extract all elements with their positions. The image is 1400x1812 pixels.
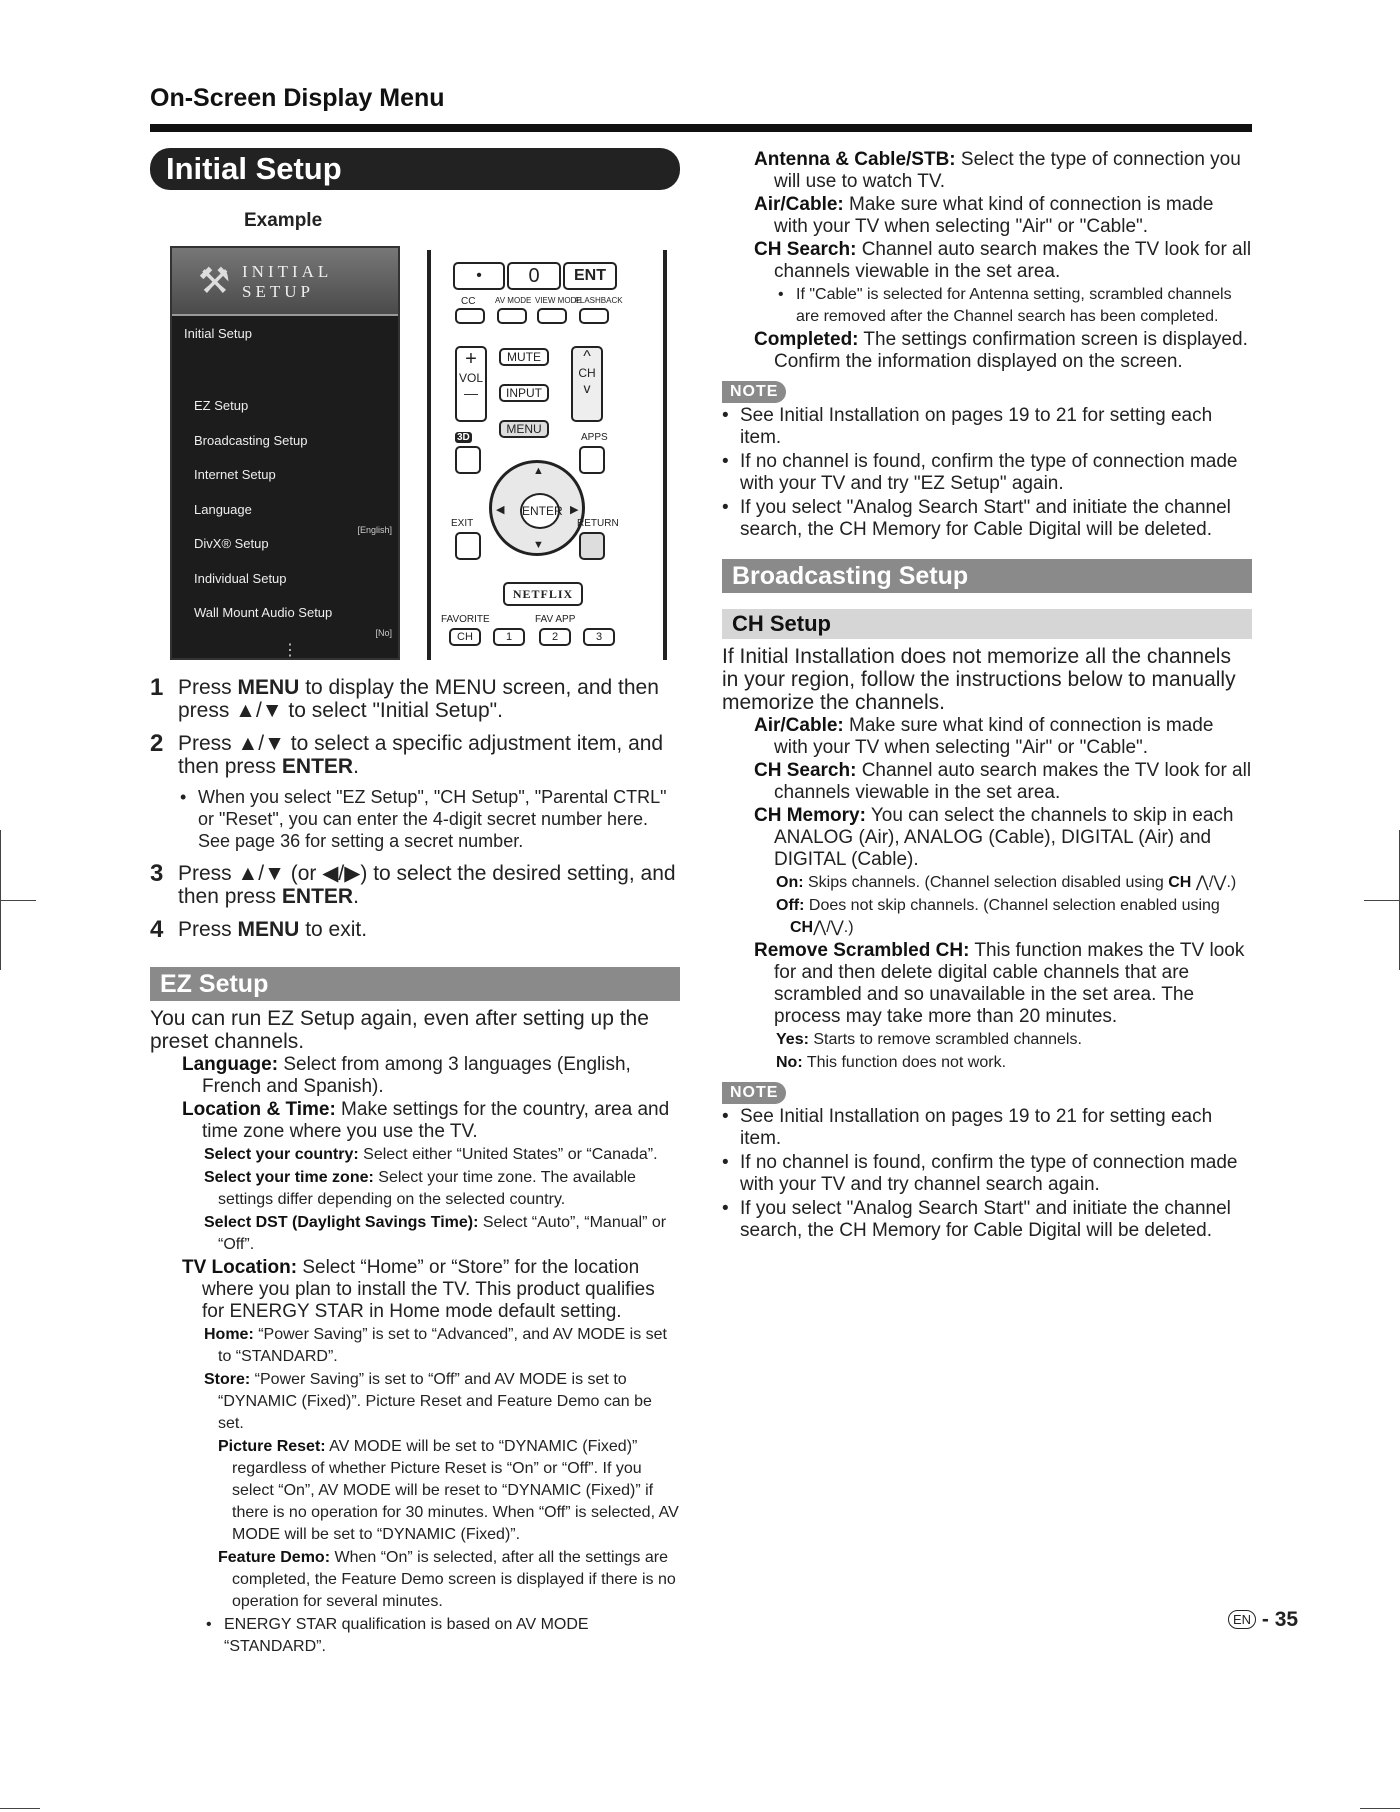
remote-control: [427, 250, 667, 660]
step-2-note: • When you select "EZ Setup", "CH Setup", "Parental CTRL" or "Reset", you can enter the 4-digit secret number here. See page 36 for setting a secret number.: [150, 786, 680, 852]
ent-button[interactable]: ENT: [563, 262, 617, 290]
exit-button[interactable]: [455, 532, 481, 560]
zero-button[interactable]: 0: [507, 262, 561, 290]
cc-button[interactable]: [455, 308, 485, 324]
fav-1-button[interactable]: 1: [493, 628, 525, 646]
step-2: 2 Press ▲/▼ to select a specific adjustment item, and then press ENTER.: [150, 730, 664, 778]
ez-language: Language: Select from among 3 languages (English, French and Spanish).: [182, 1054, 631, 1097]
favorite-label: FAVORITE: [441, 614, 490, 625]
vol-label: VOL: [458, 371, 483, 385]
antenna-cable: Antenna & Cable/STB: Select the type of connection you will use to watch TV.: [754, 149, 1241, 192]
fav-app-label: FAV APP: [535, 614, 576, 625]
tv-menu-item-ez-setup[interactable]: EZ Setup: [194, 398, 249, 413]
more-dots-icon: ⋮: [282, 642, 298, 659]
left-column: [150, 148, 680, 1658]
input-button[interactable]: INPUT: [499, 384, 549, 402]
vol-minus-icon: —: [464, 385, 478, 401]
bc-air-cable: Air/Cable: Make sure what kind of connection is made with your TV when selecting "Air" or "Cable".: [754, 715, 1214, 758]
tv-menu-item-individual-setup[interactable]: Individual Setup: [194, 570, 287, 586]
ez-feature-demo: Feature Demo: When “On” is selected, after all the settings are completed, the Feature Demo screen is displayed if there is no operation for several minutes.: [218, 1549, 676, 1610]
example-figure: [150, 246, 680, 666]
fav-ch-button[interactable]: CH: [449, 628, 481, 646]
bc-yes: Yes: Starts to remove scrambled channels.: [776, 1031, 1082, 1048]
note-1-item-1: • See Initial Installation on pages 19 to 21 for setting each item.: [722, 405, 1252, 449]
ch-label: CH: [578, 366, 596, 380]
page-number: EN - 35: [1228, 1608, 1298, 1632]
cc-label: CC: [461, 296, 476, 307]
three-d-button[interactable]: [455, 446, 481, 474]
tv-menu-item-internet-setup[interactable]: Internet Setup: [194, 467, 276, 482]
ez-setup-title: EZ Setup: [150, 967, 680, 1001]
example-label: Example: [244, 210, 323, 231]
tv-menu-item-language[interactable]: Language [English]: [194, 501, 392, 535]
ez-location-time: Location & Time: Make settings for the country, area and time zone where you use the TV.: [182, 1099, 670, 1142]
ez-energy-note: • ENERGY STAR qualification is based on AV MODE “STANDARD”.: [150, 1614, 680, 1658]
ez-time-zone: Select your time zone: Select your time zone. The available settings differ depending on the selected country.: [204, 1169, 636, 1208]
netflix-button[interactable]: NETFLIX: [503, 582, 583, 606]
menu-button[interactable]: MENU: [499, 420, 549, 438]
return-label: RETURN: [577, 518, 619, 529]
ch-search-note: • If "Cable" is selected for Antenna setting, scrambled channels are removed after the Channel search has been completed.: [722, 284, 1252, 328]
ez-picture-reset: Picture Reset: AV MODE will be set to “DYNAMIC (Fixed)” regardless of whether Picture Reset is “On” or “Off”. If you select “On”, AV MODE will be reset to “DYNAMIC (Fixed)” if there is no operation for 30 minutes. When “Off” is selected, AV MODE will be set to “DYNAMIC (Fixed)”.: [218, 1438, 679, 1543]
bc-ch-search: CH Search: Channel auto search makes the TV look for all channels viewable in the set area.: [754, 760, 1252, 803]
initial-setup-title: Initial Setup: [150, 148, 680, 190]
flashback-button[interactable]: [579, 308, 609, 324]
tv-menu-subtitle: Initial Setup: [184, 326, 252, 341]
ez-store: Store: “Power Saving” is set to “Off” and AV MODE is set to “DYNAMIC (Fixed)”. Picture Reset and Feature Demo can be set.: [204, 1371, 652, 1432]
return-button[interactable]: [579, 532, 605, 560]
ez-tv-location: TV Location: Select “Home” or “Store” for the location where you plan to install the TV. This product qualifies for ENERGY STAR in Home mode default setting.: [182, 1257, 655, 1322]
vol-rocker[interactable]: [455, 346, 487, 422]
step-1: 1 Press MENU to display the MENU screen, and then press ▲/▼ to select "Initial Setup".: [150, 674, 659, 722]
ch-setup-intro: If Initial Installation does not memorize all the channels in your region, follow the instructions below to manually memorize the channels.: [722, 645, 1236, 714]
bc-on: On: Skips channels. (Channel selection disabled using CH ⋀/⋁.): [776, 874, 1237, 891]
ez-country: Select your country: Select either “United States” or “Canada”.: [204, 1146, 658, 1163]
right-column: [722, 148, 1252, 1242]
dpad[interactable]: [489, 460, 585, 556]
crop-mark-bottom-left: [0, 1808, 40, 1809]
enter-button[interactable]: ENTER: [520, 493, 560, 529]
crop-mark-bottom-right: [1360, 1808, 1400, 1809]
ch-search: CH Search: Channel auto search makes the TV look for all channels viewable in the set area.: [754, 239, 1252, 282]
tv-menu-item-broadcasting-setup[interactable]: Broadcasting Setup: [194, 432, 308, 448]
view-mode-label: VIEW MODE: [535, 296, 582, 305]
exit-label: EXIT: [451, 518, 474, 529]
air-cable: Air/Cable: Make sure what kind of connection is made with your TV when selecting "Air" or "Cable".: [754, 194, 1214, 237]
step-3: 3 Press ▲/▼ (or ◀/▶) to select the desired setting, and then press ENTER.: [150, 860, 676, 908]
header-rule: [150, 124, 1252, 132]
ez-setup-intro: You can run EZ Setup again, even after setting up the preset channels.: [150, 1007, 649, 1053]
ch-setup-title: CH Setup: [722, 609, 1252, 639]
note-badge-1: NOTE: [722, 381, 786, 403]
note-2-item-1: • See Initial Installation on pages 19 to 21 for setting each item.: [722, 1106, 1252, 1150]
ch-up-icon: ^: [583, 348, 591, 365]
bc-remove-scrambled: Remove Scrambled CH: This function makes the TV look for and then delete digital cable channels that are scrambled and so unavailable in the set area. The process may take more than 20 minutes.: [754, 940, 1245, 1027]
fav-3-button[interactable]: 3: [583, 628, 615, 646]
flashback-label: FLASHBACK: [575, 296, 623, 305]
step-4: 4 Press MENU to exit.: [150, 916, 368, 943]
note-2-item-3: • If you select "Analog Search Start" and initiate the channel search, the CH Memory for Cable Digital will be deleted.: [722, 1198, 1252, 1242]
crop-mark-left-h: [0, 900, 36, 901]
ez-dst: Select DST (Daylight Savings Time): Select “Auto”, “Manual” or “Off”.: [204, 1214, 667, 1253]
apps-label: APPS: [581, 432, 608, 443]
left-arrow-icon: ◀: [496, 504, 505, 516]
mute-button[interactable]: MUTE: [499, 348, 549, 366]
en-language-icon: EN: [1228, 1610, 1256, 1629]
page-header: On-Screen Display Menu: [150, 84, 445, 112]
ez-home: Home: “Power Saving” is set to “Advanced”, and AV MODE is set to “STANDARD”.: [204, 1326, 667, 1365]
tv-menu-item-wall-mount-audio[interactable]: Wall Mount Audio Setup [No]: [194, 605, 392, 638]
up-arrow-icon: ▲: [533, 465, 544, 477]
tv-menu-list: [172, 396, 398, 638]
dot-button[interactable]: •: [453, 262, 505, 290]
tv-menu-item-divx-setup[interactable]: DivX® Setup: [194, 536, 269, 551]
bc-off: Off: Does not skip channels. (Channel selection enabled using CH⋀/⋁.): [776, 897, 1220, 936]
tv-menu-screen: [170, 246, 400, 660]
wrench-icon: ⚒: [198, 260, 231, 301]
fav-2-button[interactable]: 2: [539, 628, 571, 646]
tv-menu-title: INITIAL SETUP: [242, 262, 333, 301]
apps-button[interactable]: [579, 446, 605, 474]
note-1-item-2: • If no channel is found, confirm the type of connection made with your TV and try "EZ Setup" again.: [722, 451, 1252, 495]
down-arrow-icon: ▼: [533, 539, 544, 551]
note-1-item-3: • If you select "Analog Search Start" and initiate the channel search, the CH Memory for Cable Digital will be deleted.: [722, 497, 1252, 541]
av-mode-button[interactable]: [497, 308, 527, 324]
view-mode-button[interactable]: [537, 308, 567, 324]
ch-rocker[interactable]: [571, 346, 603, 422]
completed: Completed: The settings confirmation screen is displayed. Confirm the information displayed on the screen.: [754, 329, 1248, 372]
three-d-label: 3D: [457, 432, 470, 443]
bc-no: No: This function does not work.: [776, 1054, 1007, 1071]
broadcasting-setup-title: Broadcasting Setup: [722, 559, 1252, 593]
tv-menu-header: [172, 248, 398, 316]
note-2-item-2: • If no channel is found, confirm the type of connection made with your TV and try channel search again.: [722, 1152, 1252, 1196]
right-arrow-icon: ▶: [570, 504, 579, 516]
note-badge-2: NOTE: [722, 1082, 786, 1104]
vol-plus-icon: +: [465, 348, 477, 370]
crop-mark-right-h: [1364, 900, 1400, 901]
av-mode-label: AV MODE: [495, 296, 532, 305]
ch-down-icon: v: [583, 380, 591, 396]
bc-ch-memory: CH Memory: You can select the channels to skip in each ANALOG (Air), ANALOG (Cable), DIGITAL (Air) and DIGITAL (Cable).: [754, 805, 1234, 870]
